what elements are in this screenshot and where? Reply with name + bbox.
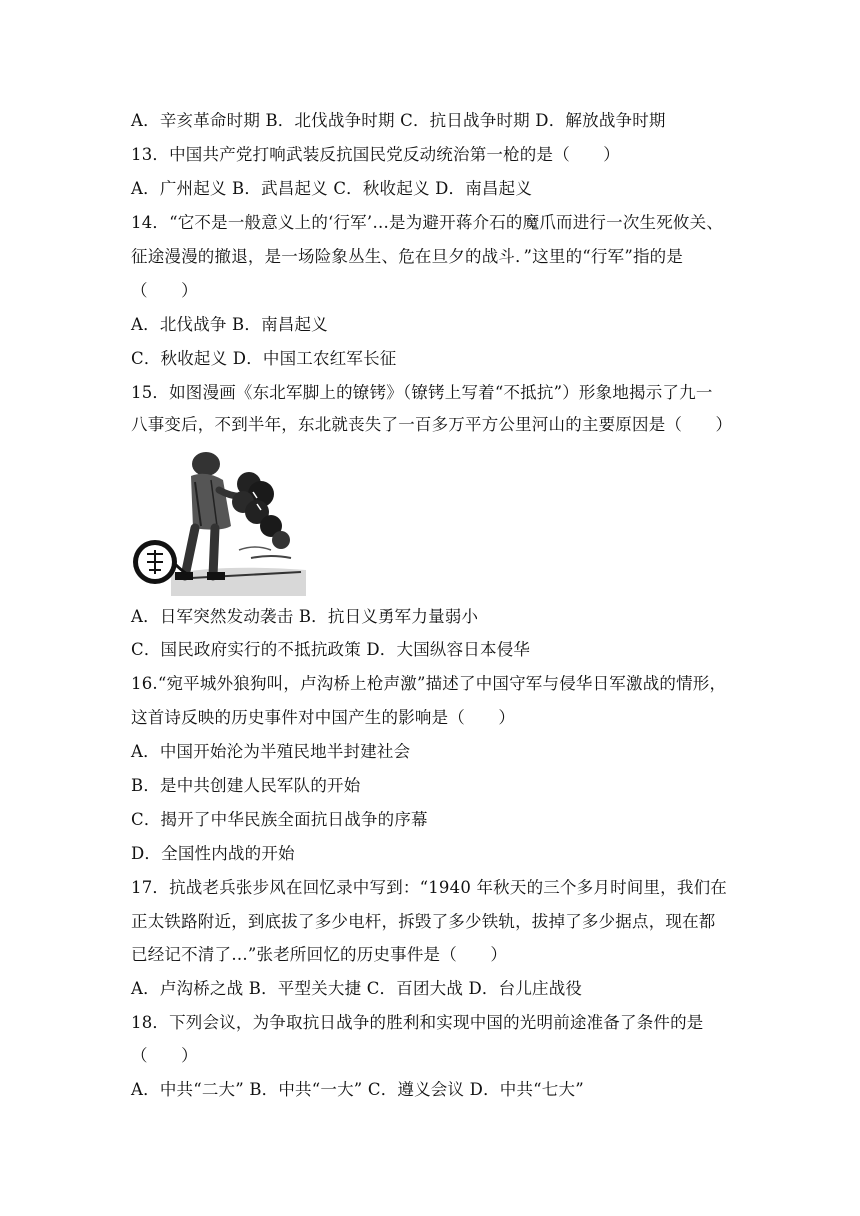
q15-options-row1: A．日军突然发动袭击 B．抗日义勇军力量弱小 xyxy=(131,607,479,626)
q14-stem-line1: 14．“它不是一般意义上的‘行军’…是为避开蒋介石的魔爪而进行一次生死攸关、 xyxy=(131,213,724,232)
q14-stem-line2: 征途漫漫的撤退，是一场险象丛生、危在旦夕的战斗．”这里的“行军”指的是 xyxy=(131,247,684,266)
cartoon-soldier-shackles-illustration xyxy=(131,446,309,596)
q17-options: A．卢沟桥之战 B．平型关大捷 C．百团大战 D．台儿庄战役 xyxy=(131,979,583,998)
q16-option-a: A．中国开始沦为半殖民地半封建社会 xyxy=(131,742,411,761)
q14-options-row2: C．秋收起义 D．中国工农红军长征 xyxy=(131,349,397,368)
q15-options-row2: C．国民政府实行的不抵抗政策 D．大国纵容日本侵华 xyxy=(131,640,531,659)
q16-option-b: B．是中共创建人民军队的开始 xyxy=(131,776,361,795)
q18-stem-line1: 18．下列会议，为争取抗日战争的胜利和实现中国的光明前途准备了条件的是 xyxy=(131,1013,704,1032)
q18-stem-line2: （ ） xyxy=(131,1046,198,1065)
q16-option-d: D．全国性内战的开始 xyxy=(131,844,295,863)
q12-options: A．辛亥革命时期 B．北伐战争时期 C．抗日战争时期 D．解放战争时期 xyxy=(131,111,666,130)
q13-stem: 13．中国共产党打响武装反抗国民党反动统治第一枪的是（ ） xyxy=(131,145,620,164)
q17-stem-line1: 17．抗战老兵张步风在回忆录中写到：“1940 年秋天的三个多月时间里，我们在 xyxy=(131,878,727,897)
q15-stem-line1: 15．如图漫画《东北军脚上的镣铐》（镣铐上写着“不抵抗”）形象地揭示了九一 xyxy=(131,383,713,402)
q14-stem-line3: （ ） xyxy=(131,281,198,300)
q18-options: A．中共“二大” B．中共“一大” C．遵义会议 D．中共“七大” xyxy=(131,1080,584,1099)
q17-stem-line2: 正太铁路附近，到底拔了多少电杆，拆毁了多少铁轨，拔掉了多少据点，现在都 xyxy=(131,912,716,931)
q16-stem-line1: 16.“宛平城外狼狗叫，卢沟桥上枪声激”描述了中国守军与侵华日军激战的情形， xyxy=(131,674,727,693)
q15-stem-line2: 八事变后，不到半年，东北就丧失了一百多万平方公里河山的主要原因是（ ） xyxy=(131,415,733,434)
q16-option-c: C．揭开了中华民族全面抗日战争的序幕 xyxy=(131,810,428,829)
q16-stem-line2: 这首诗反映的历史事件对中国产生的影响是（ ） xyxy=(131,708,516,727)
cartoon-image xyxy=(131,446,309,596)
q13-options: A．广州起义 B．武昌起义 C．秋收起义 D．南昌起义 xyxy=(131,179,533,198)
q14-options-row1: A．北伐战争 B．南昌起义 xyxy=(131,315,328,334)
q17-stem-line3: 已经记不清了…”张老所回忆的历史事件是（ ） xyxy=(131,945,508,964)
